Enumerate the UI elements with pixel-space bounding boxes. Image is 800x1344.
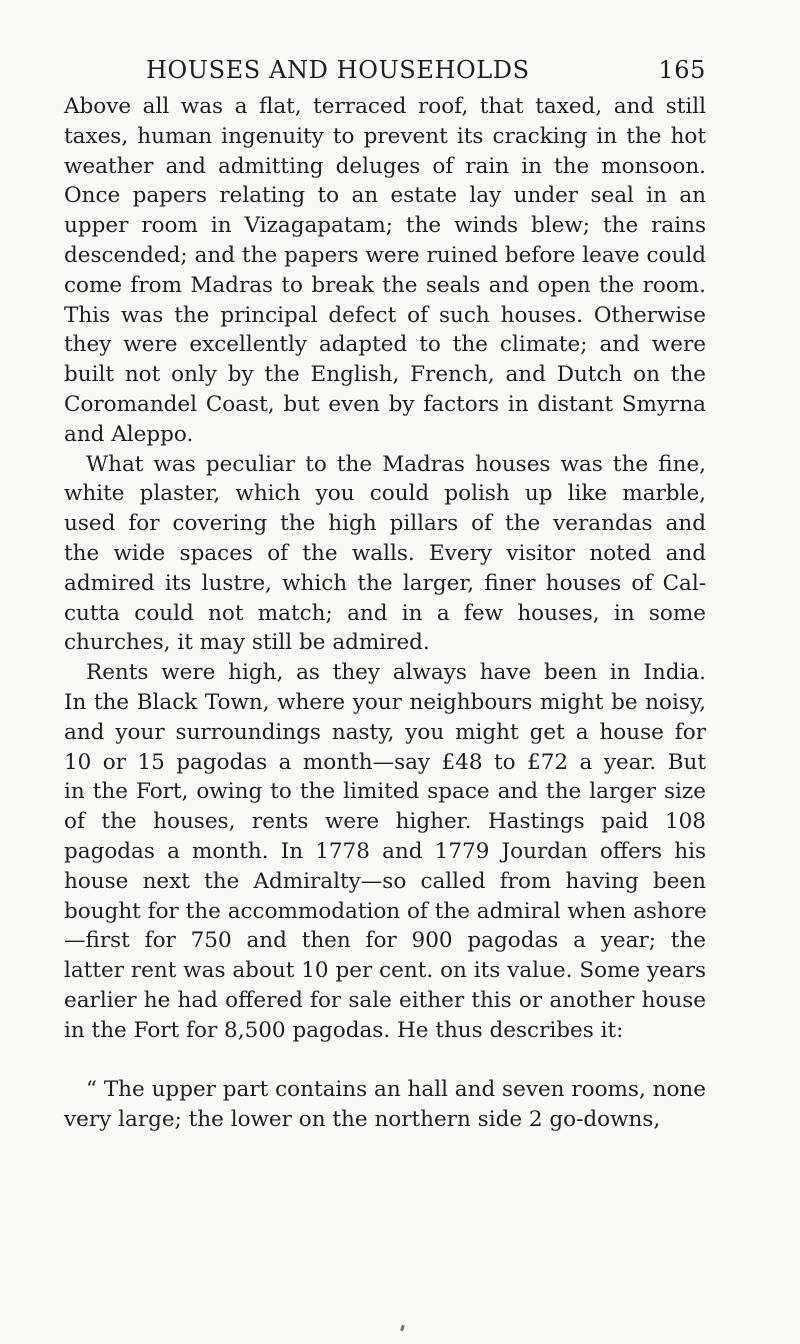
paragraph-gap (64, 1046, 706, 1076)
quote-line: very large; the lower on the northern side 2 go-downs, (64, 1107, 661, 1133)
quote-line: “ The upper part contains an hall and seven rooms, none (86, 1077, 706, 1103)
text-line: weather and admitting deluges of rain in the monsoon. (64, 153, 706, 179)
text-line: latter rent was about 10 per cent. on its value. Some years (64, 958, 706, 984)
text-line: in the Fort for 8,500 pagodas. He thus describes it: (64, 1017, 624, 1043)
text-line: pagodas a month. In 1778 and 1779 Jourdan offers his (64, 838, 706, 864)
paper-speck (400, 1325, 405, 1332)
text-line: upper room in Vizagapatam; the winds blew; the rains (64, 213, 706, 239)
text-line: and Aleppo. (64, 421, 194, 447)
body-text (64, 92, 706, 1135)
running-title: HOUSES AND HOUSEHOLDS (146, 56, 530, 84)
page-number: 165 (658, 56, 706, 84)
text-line: admired its lustre, which the larger, finer houses of Cal- (64, 570, 706, 596)
text-line: Coromandel Coast, but even by factors in distant Smyrna (64, 391, 706, 417)
text-line: Rents were high, as they always have been in India. (86, 660, 706, 686)
text-line: What was peculiar to the Madras houses was the fine, (86, 451, 706, 477)
book-page (64, 56, 706, 1135)
text-line: they were excellently adapted to the climate; and were (64, 332, 706, 358)
text-line: house next the Admiralty—so called from having been (64, 868, 706, 894)
text-line: cutta could not match; and in a few houses, in some (64, 600, 706, 626)
text-line: —first for 750 and then for 900 pagodas a year; the (64, 928, 706, 954)
text-line: earlier he had offered for sale either this or another house (64, 987, 706, 1013)
running-head (146, 56, 706, 88)
text-line: in the Fort, owing to the limited space and the larger size (64, 779, 706, 805)
text-line: Once papers relating to an estate lay under seal in an (64, 183, 706, 209)
text-line: used for covering the high pillars of the verandas and (64, 511, 706, 537)
text-line: 10 or 15 pagodas a month—say £48 to £72 a year. But (64, 749, 706, 775)
text-line: bought for the accommodation of the admiral when ashore (64, 898, 707, 924)
text-line: come from Madras to break the seals and open the room. (64, 272, 706, 298)
text-line: taxes, human ingenuity to prevent its cracking in the hot (64, 123, 706, 149)
text-line: Above all was a flat, terraced roof, that taxed, and still (64, 94, 706, 119)
text-line: churches, it may still be admired. (64, 630, 430, 656)
text-line: descended; and the papers were ruined before leave could (64, 242, 706, 268)
text-line: This was the principal defect of such houses. Otherwise (64, 302, 706, 328)
text-line: built not only by the English, French, and Dutch on the (64, 362, 706, 388)
text-line: and your surroundings nasty, you might get a house for (64, 719, 706, 745)
text-line: the wide spaces of the walls. Every visitor noted and (64, 540, 706, 566)
text-line: of the houses, rents were higher. Hastings paid 108 (64, 809, 706, 835)
text-line: white plaster, which you could polish up like marble, (64, 481, 706, 507)
text-line: In the Black Town, where your neighbours might be noisy, (64, 689, 706, 715)
